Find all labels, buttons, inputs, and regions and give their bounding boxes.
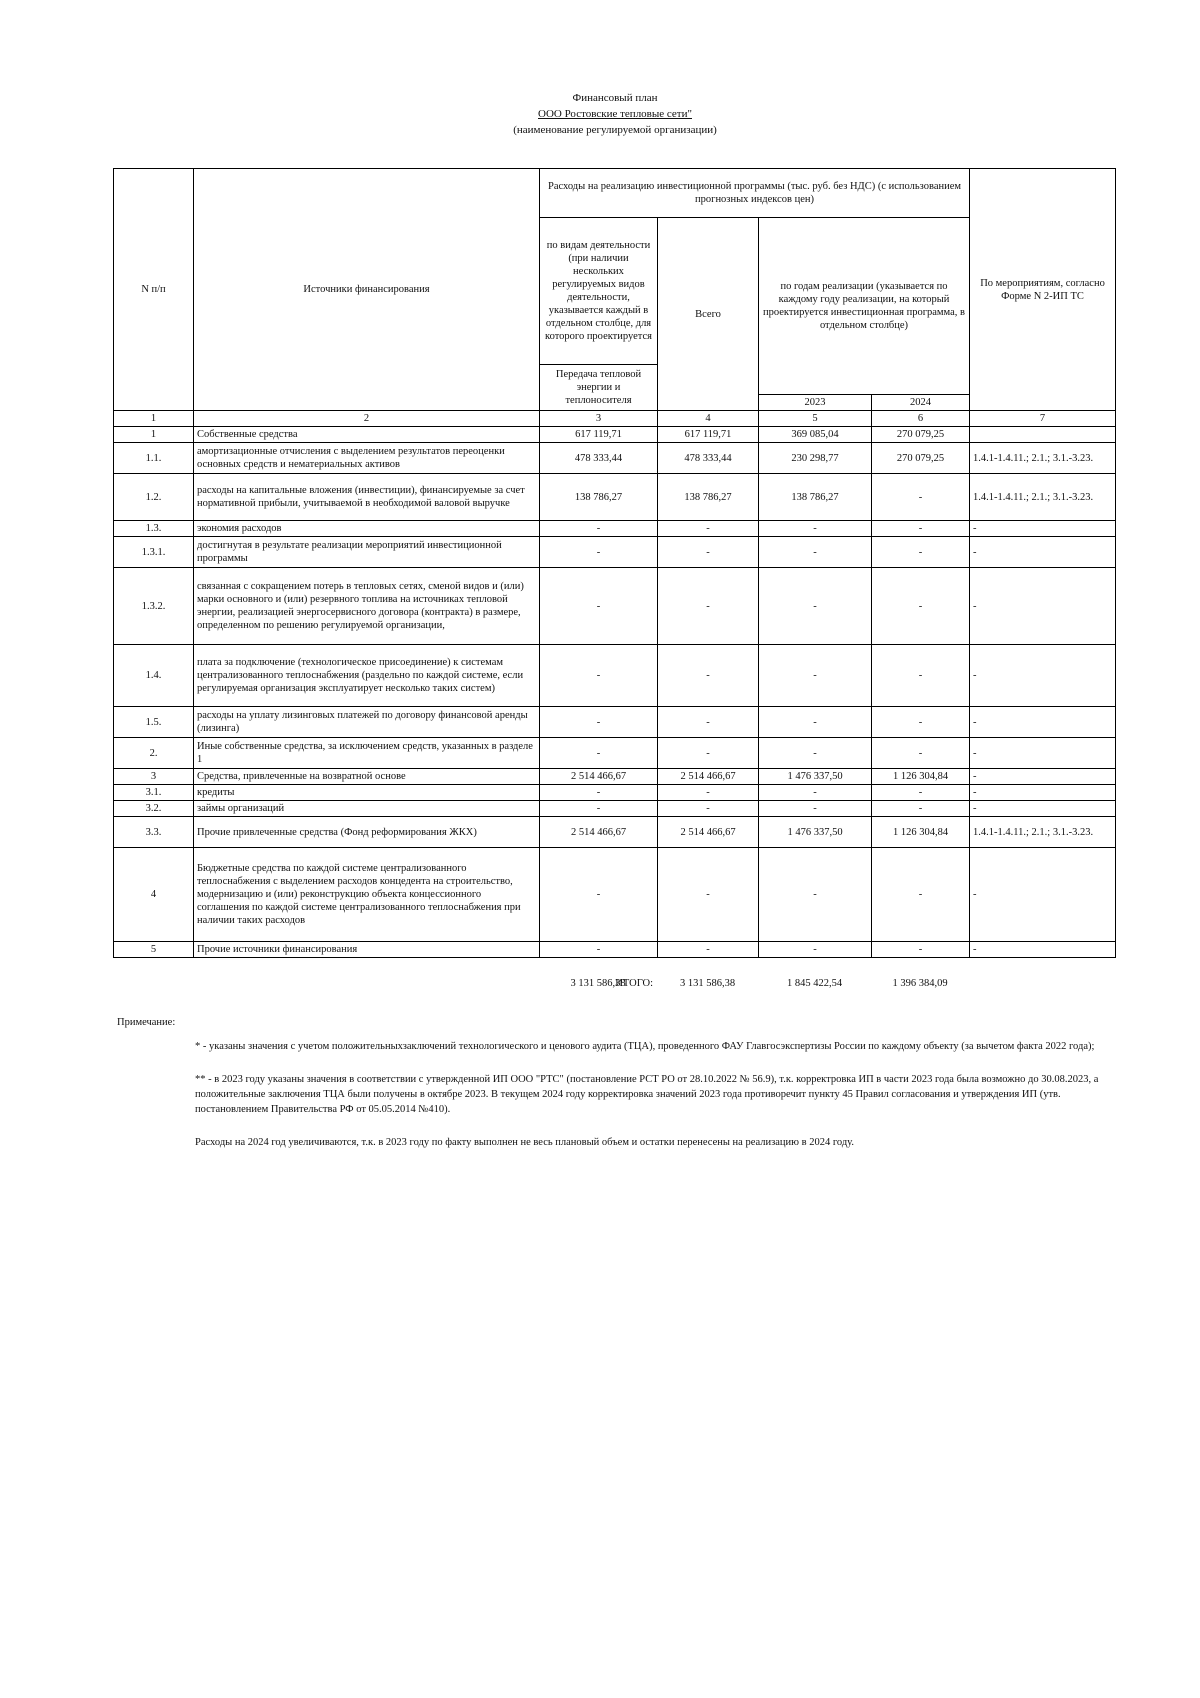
row-number: 1.1. [114, 443, 194, 474]
row-number: 3.3. [114, 817, 194, 848]
row-number: 4 [114, 848, 194, 942]
row-col4: 2 514 466,67 [658, 769, 759, 785]
col-number: 7 [970, 411, 1116, 427]
row-col3: - [540, 738, 658, 769]
row-col6: - [872, 848, 970, 942]
row-col7: 1.4.1-1.4.11.; 2.1.; 3.1.-3.23. [970, 817, 1116, 848]
row-col3: - [540, 942, 658, 958]
row-col3: - [540, 521, 658, 537]
row-source: экономия расходов [194, 521, 540, 537]
table-row [114, 474, 1116, 521]
column-numbers-row [114, 411, 1116, 427]
row-col3: 478 333,44 [540, 443, 658, 474]
row-col5: 138 786,27 [759, 474, 872, 521]
row-col4: - [658, 785, 759, 801]
row-number: 1.2. [114, 474, 194, 521]
row-col7: 1.4.1-1.4.11.; 2.1.; 3.1.-3.23. [970, 443, 1116, 474]
row-col7: - [970, 707, 1116, 738]
notes-section [117, 1015, 1117, 1168]
notes-label: Примечание: [117, 1017, 176, 1028]
row-source: плата за подключение (технологическое присоединение) к системам централизованного теплоснабжения (раздельно по каждой системе, если регулируемая организация эксплуатирует несколько таких систем) [194, 645, 540, 707]
row-col4: - [658, 568, 759, 645]
row-col3: - [540, 801, 658, 817]
row-source: достигнутая в результате реализации мероприятий инвестиционной программы [194, 537, 540, 568]
row-col5: 369 085,04 [759, 427, 872, 443]
note-2: ** - в 2023 году указаны значения в соответствии с утвержденной ИП ООО "РТС" (постановление РСТ РО от 28.10.2022 № 56.9), т.к. корректровка ИП в части 2023 года была возможно до 30.08.2023, а положительные заключения ТЦА были получены в октябре 2023. В текущем 2024 году корректировка значений 2023 года противоречит пункту 45 Правил согласования и утверждения ИП (утв. постановлением Правительства РФ от 05.05.2014 №410). [195, 1074, 1099, 1115]
row-source: расходы на уплату лизинговых платежей по договору финансовой аренды (лизинга) [194, 707, 540, 738]
header-events: По мероприятиям, согласно Форме N 2-ИП ТС [970, 169, 1116, 411]
row-number: 5 [114, 942, 194, 958]
row-source: кредиты [194, 785, 540, 801]
row-col4: - [658, 537, 759, 568]
row-col6: - [872, 474, 970, 521]
col-number: 2 [194, 411, 540, 427]
row-number: 1.3.1. [114, 537, 194, 568]
header-year-2024: 2024 [872, 395, 970, 411]
row-col5: - [759, 942, 872, 958]
row-col5: - [759, 707, 872, 738]
table-row [114, 427, 1116, 443]
row-col5: 1 476 337,50 [759, 769, 872, 785]
row-col7: - [970, 645, 1116, 707]
row-col5: - [759, 568, 872, 645]
row-col6: 270 079,25 [872, 443, 970, 474]
row-col3: - [540, 848, 658, 942]
row-source: Прочие привлеченные средства (Фонд реформирования ЖКХ) [194, 817, 540, 848]
row-col5: - [759, 785, 872, 801]
row-col5: 1 476 337,50 [759, 817, 872, 848]
row-col5: - [759, 801, 872, 817]
row-col7: 1.4.1-1.4.11.; 2.1.; 3.1.-3.23. [970, 474, 1116, 521]
row-col7: - [970, 848, 1116, 942]
total-row [113, 978, 1115, 992]
col-number: 4 [658, 411, 759, 427]
organization-name: ООО Ростовские тепловые сети" [538, 108, 692, 120]
row-col4: - [658, 801, 759, 817]
table-row [114, 801, 1116, 817]
row-col3: 138 786,27 [540, 474, 658, 521]
row-col7: - [970, 537, 1116, 568]
row-number: 3 [114, 769, 194, 785]
row-source: Бюджетные средства по каждой системе централизованного теплоснабжения с выделением расходов концедента на строительство, модернизацию и (или) реконструкцию объекта концессионного соглашения по каждой системе централизованного теплоснабжения при наличии таких расходов [194, 848, 540, 942]
table-row [114, 707, 1116, 738]
total-col4: 3 131 586,38 [679, 978, 736, 989]
row-col7: - [970, 942, 1116, 958]
row-source: Средства, привлеченные на возвратной основе [194, 769, 540, 785]
table-row [114, 738, 1116, 769]
row-source: связанная с сокращением потерь в тепловых сетях, сменой видов и (или) марки основного и (или) резервного топлива на источниках тепловой энергии, реализацией энергосервисного договора (контракта) в размере, определенном по решению регулируемой организации, [194, 568, 540, 645]
total-col6: 1 396 384,09 [892, 978, 948, 989]
table-row [114, 848, 1116, 942]
row-number: 1.5. [114, 707, 194, 738]
row-source: расходы на капитальные вложения (инвестиции), финансируемые за счет нормативной прибыли, учитываемой в необходимой валовой выручке [194, 474, 540, 521]
row-col5: - [759, 521, 872, 537]
row-col7: - [970, 769, 1116, 785]
table-row [114, 942, 1116, 958]
row-col6: - [872, 521, 970, 537]
row-col7: - [970, 521, 1116, 537]
row-col4: - [658, 707, 759, 738]
row-source: займы организаций [194, 801, 540, 817]
row-col4: - [658, 848, 759, 942]
row-col6: - [872, 645, 970, 707]
row-col4: - [658, 521, 759, 537]
col-number: 5 [759, 411, 872, 427]
financial-plan-table [113, 168, 1116, 958]
note-3: Расходы на 2024 год увеличиваются, т.к. в 2023 году по факту выполнен не весь плановый объем и остатки перенесены на реализацию в 2024 году. [195, 1137, 854, 1148]
table-row [114, 645, 1116, 707]
table-row [114, 521, 1116, 537]
row-col3: - [540, 537, 658, 568]
row-col6: - [872, 942, 970, 958]
row-col3: - [540, 645, 658, 707]
table-row [114, 785, 1116, 801]
row-col5: - [759, 848, 872, 942]
row-col4: - [658, 645, 759, 707]
row-col6: 1 126 304,84 [872, 769, 970, 785]
header-sources: Источники финансирования [194, 169, 540, 411]
row-col5: - [759, 537, 872, 568]
table-row [114, 537, 1116, 568]
row-source: амортизационные отчисления с выделением результатов переоценки основных средств и нематериальных активов [194, 443, 540, 474]
row-col7 [970, 427, 1116, 443]
header-np: N п/п [114, 169, 194, 411]
header-by-activity: по видам деятельности (при наличии нескольких регулируемых видов деятельности, указывается каждый в отдельном столбце, для которого проектируется [540, 218, 658, 365]
row-col4: - [658, 738, 759, 769]
row-col6: - [872, 738, 970, 769]
row-number: 1.3. [114, 521, 194, 537]
col-number: 1 [114, 411, 194, 427]
row-number: 1 [114, 427, 194, 443]
row-number: 3.1. [114, 785, 194, 801]
table-row [114, 443, 1116, 474]
table-row [114, 568, 1116, 645]
row-col5: - [759, 738, 872, 769]
col-number: 3 [540, 411, 658, 427]
organization-caption: (наименование регулируемой организации) [513, 124, 717, 136]
row-col4: - [658, 942, 759, 958]
row-number: 2. [114, 738, 194, 769]
row-col6: - [872, 568, 970, 645]
row-col7: - [970, 785, 1116, 801]
total-col3: 3 131 586,38 [570, 978, 626, 989]
row-col3: - [540, 785, 658, 801]
row-col4: 617 119,71 [658, 427, 759, 443]
row-col6: - [872, 801, 970, 817]
row-col4: 138 786,27 [658, 474, 759, 521]
col-number: 6 [872, 411, 970, 427]
note-1: * - указаны значения с учетом положительныхзаключений технологического и ценового аудита (ТЦА), проведенного ФАУ Главгосэкспертизы России по каждому объекту (за вычетом факта 2022 года); [195, 1041, 1095, 1052]
table-row [114, 817, 1116, 848]
row-col7: - [970, 801, 1116, 817]
row-col6: - [872, 707, 970, 738]
row-col6: 1 126 304,84 [872, 817, 970, 848]
row-col4: 2 514 466,67 [658, 817, 759, 848]
header-by-years: по годам реализации (указывается по каждому году реализации, на который проектируется инвестиционная программа, в отдельном столбце) [759, 218, 970, 395]
header-year-2023: 2023 [759, 395, 872, 411]
row-col6: - [872, 537, 970, 568]
row-source: Собственные средства [194, 427, 540, 443]
row-number: 1.4. [114, 645, 194, 707]
row-col3: 617 119,71 [540, 427, 658, 443]
total-label: ИТОГО: [615, 978, 653, 989]
row-col5: - [759, 645, 872, 707]
row-col6: - [872, 785, 970, 801]
header-activity-name: Передача тепловой энергии и теплоносителя [540, 365, 658, 411]
row-col5: 230 298,77 [759, 443, 872, 474]
row-col4: 478 333,44 [658, 443, 759, 474]
row-col3: 2 514 466,67 [540, 817, 658, 848]
row-col6: 270 079,25 [872, 427, 970, 443]
row-col3: - [540, 707, 658, 738]
row-source: Иные собственные средства, за исключением средств, указанных в разделе 1 [194, 738, 540, 769]
table-row [114, 769, 1116, 785]
row-col3: - [540, 568, 658, 645]
document-title: Финансовый план [572, 92, 658, 104]
document-header [0, 90, 1200, 138]
row-number: 3.2. [114, 801, 194, 817]
row-number: 1.3.2. [114, 568, 194, 645]
row-col3: 2 514 466,67 [540, 769, 658, 785]
header-total: Всего [658, 218, 759, 411]
total-col5: 1 845 422,54 [786, 978, 843, 989]
row-source: Прочие источники финансирования [194, 942, 540, 958]
header-row-1 [114, 169, 1116, 218]
header-expenses: Расходы на реализацию инвестиционной программы (тыс. руб. без НДС) (с использованием прогнозных индексов цен) [540, 169, 970, 218]
row-col7: - [970, 568, 1116, 645]
row-col7: - [970, 738, 1116, 769]
